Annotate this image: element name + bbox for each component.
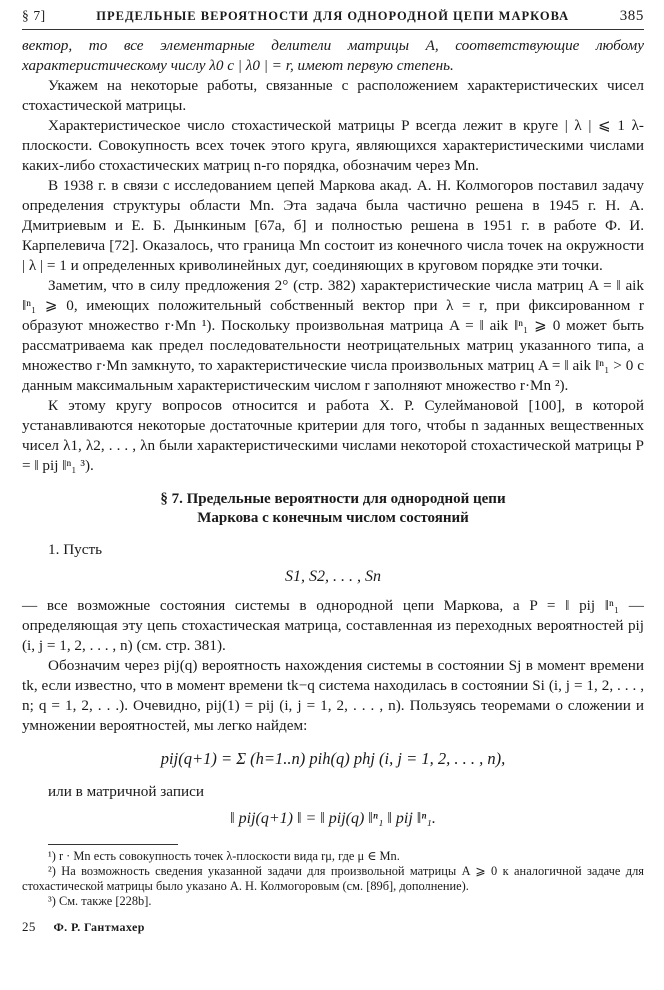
footnote-2: ²) На возможность сведения указанной задачи для произвольной матрицы A ⩾ 0 к аналогичной задаче для стохастической матрицы было указано А. Н. Колмогоровым (см. [89б], дополнение). <box>22 864 644 893</box>
footnote-1: ¹) r · Mn есть совокупность точек λ-плоскости вида rμ, где μ ∈ Mn. <box>48 849 400 863</box>
paragraph-1: вектор, то все элементарные делители матрицы A, соответствующие любому характеристическому числу λ0 с | λ0 | = r, имеют первую степень. <box>22 37 644 74</box>
formula-matrix: ‖ pij(q+1) ‖ = ‖ pij(q) ‖ⁿ₁ ‖ pij ‖ⁿ₁. <box>230 810 436 827</box>
paragraph-4: В 1938 г. в связи с исследованием цепей Маркова акад. А. Н. Колмогоров поставил задачу определения структуры области Mn. Эта задача была частично решена в 1945 г. Н. А. Дмитриевым и Е. Б. Дынкиным [67а, б] и полностью решена в 1951 г. в работе Ф. И. Карпелевича [72]. Оказалось, что граница Mn состоит из конечного числа точек на окружности | λ | = 1 и определенных криволинейных дуг, соединяющих в круговом порядке эти точки. <box>22 177 644 274</box>
header-title: ПРЕДЕЛЬНЫЕ ВЕРОЯТНОСТИ ДЛЯ ОДНОРОДНОЙ ЦЕПИ МАРКОВА <box>96 9 570 23</box>
signature-name: Ф. Р. Гантмахер <box>53 920 145 934</box>
section-heading <box>22 490 644 528</box>
footnote-rule <box>48 844 178 845</box>
section-heading-line1: § 7. Предельные вероятности для однородной цепи <box>160 491 506 507</box>
paragraph-3: Характеристическое число стохастической матрицы P всегда лежит в круге | λ | ⩽ 1 λ-плоскости. Совокупность всех точек этого круга, являющихся характеристическими числами каких-либо стохастических матриц n-го порядка, обозначим через Mn. <box>22 117 644 174</box>
page-number: 385 <box>619 8 644 24</box>
matrix-intro: или в матричной записи <box>48 783 204 800</box>
paragraph-7: — все возможные состояния системы в однородной цепи Маркова, а P = ‖ pij ‖ⁿ₁ — определяющая эту цепь стохастическая матрица, составленная из переходных вероятностей pij (i, j = 1, 2, . . . , n) (см. стр. 381). <box>22 597 644 654</box>
paragraph-6: К этому кругу вопросов относится и работа Х. Р. Сулеймановой [100], в которой устанавливаются некоторые достаточные критерии для того, чтобы n заданных вещественных чисел λ1, λ2, . . . , λn были характеристическими числами некоторой стохастической матрицы P = ‖ pij ‖ⁿ₁ ³). <box>22 397 644 474</box>
formula-states: S1, S2, . . . , Sn <box>285 568 381 585</box>
paragraph-8: Обозначим через pij(q) вероятность нахождения системы в состоянии Sj в момент времени tk, если известно, что в момент времени tk−q система находилась в состоянии Si (i, j = 1, 2, . . . , n; q = 1, 2, . . .). Очевидно, pij(1) = pij (i, j = 1, 2, . . . , n). Пользуясь теоремами о сложении и умножении вероятностей, мы легко найдем: <box>22 657 644 734</box>
signature-line <box>22 919 644 935</box>
formula-sum: pij(q+1) = Σ (h=1..n) pih(q) phj (i, j = 1, 2, . . . , n), <box>160 749 506 768</box>
paragraph-2: Укажем на некоторые работы, связанные с расположением характеристических чисел стохастической матрицы. <box>22 77 644 114</box>
item1-intro: 1. Пусть <box>48 541 103 558</box>
footnote-3: ³) См. также [228b]. <box>48 894 152 908</box>
page <box>22 8 644 935</box>
signature-number: 25 <box>22 919 36 934</box>
header-section: § 7] <box>22 8 46 23</box>
paragraph-5: Заметим, что в силу предложения 2° (стр. 382) характеристические числа матриц A = ‖ aik ‖ⁿ₁ ⩾ 0, имеющих положительный собственный вектор при λ = r, при фиксированном r образуют множество r·Mn ¹). Поскольку произвольная матрица A = ‖ aik ‖ⁿ₁ ⩾ 0 может быть рассматриваема как предел последовательности неотрицательных матриц указанного типа, а множество r·Mn замкнуто, то характеристические числа произвольных матриц A = ‖ aik ‖ⁿ₁ > 0 с данным максимальным характеристическим числом r заполняют множество r·Mn ²). <box>22 277 644 394</box>
running-header <box>22 8 644 30</box>
section-heading-line2: Маркова с конечным числом состояний <box>197 510 469 526</box>
